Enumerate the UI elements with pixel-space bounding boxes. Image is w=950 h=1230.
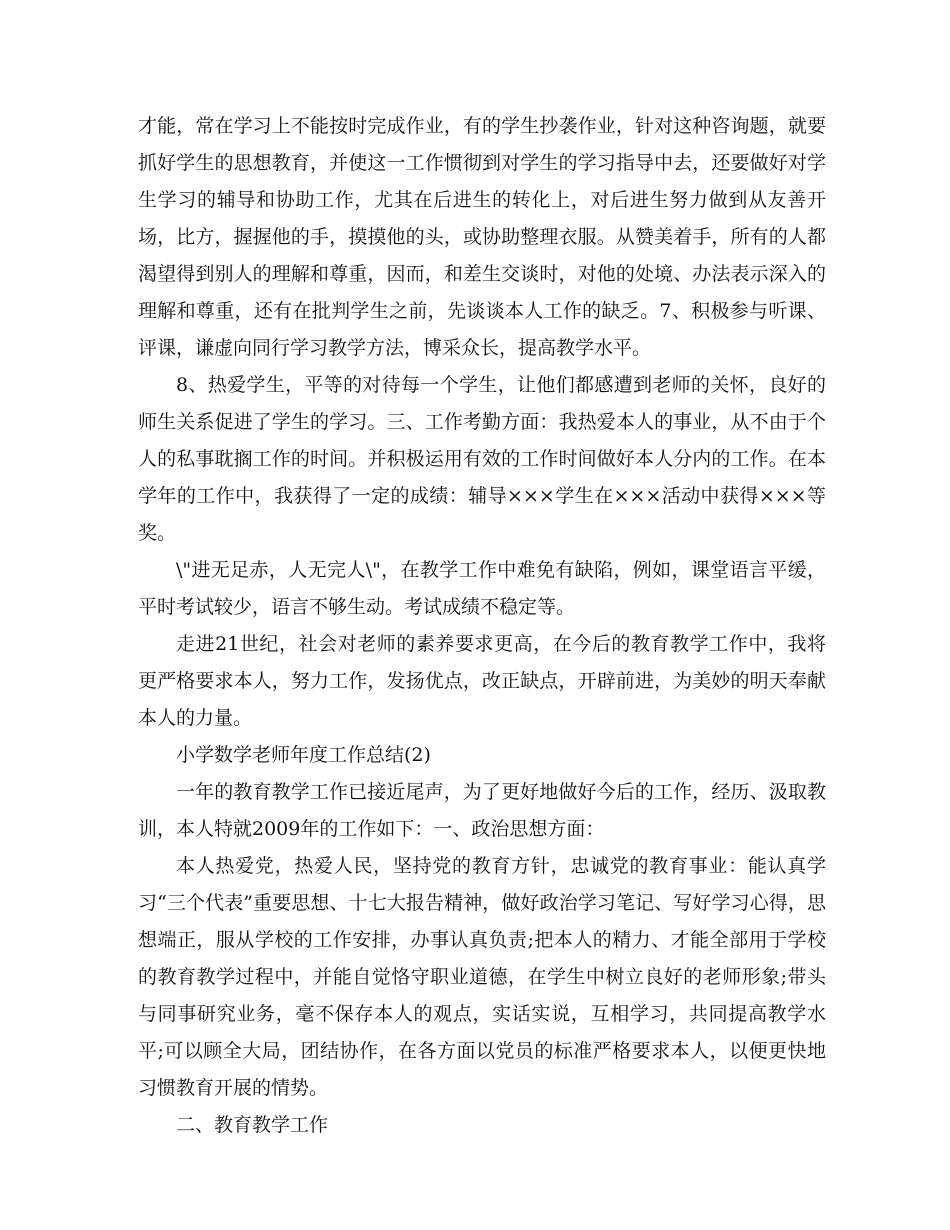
section-heading: 二、教育教学工作 (176, 1114, 329, 1136)
document-body (138, 108, 826, 1144)
paragraph: \"进无足赤，人无完人\"，在教学工作中难免有缺陷，例如，课堂语言平缓，平时考试较少，语言不够生动。考试成绩不稳定等。 (138, 559, 826, 618)
paragraph: 走进21世纪，社会对老师的素养要求更高，在今后的教育教学工作中，我将更严格要求本人，努力工作，发扬优点，改正缺点，开辟前进，为美妙的明天奉献本人的力量。 (138, 633, 826, 729)
section-title: 小学数学老师年度工作总结(2) (176, 744, 431, 766)
paragraph: 一年的教育教学工作已接近尾声，为了更好地做好今后的工作，经历、汲取教训，本人特就2009年的工作如下：一、政治思想方面： (138, 781, 826, 840)
paragraph: 才能，常在学习上不能按时完成作业，有的学生抄袭作业，针对这种咨询题，就要抓好学生的思想教育，并使这一工作惯彻到对学生的学习指导中去，还要做好对学生学习的辅导和协助工作，尤其在后进生的转化上，对后进生努力做到从友善开场，比方，握握他的手，摸摸他的头，或协助整理衣服。从赞美着手，所有的人都渴望得到别人的理解和尊重，因而，和差生交谈时，对他的处境、办法表示深入的理解和尊重，还有在批判学生之前，先谈谈本人工作的缺乏。7、积极参与听课、评课，谦虚向同行学习教学方法，博采众长，提高教学水平。 (138, 115, 826, 359)
paragraph: 8、热爱学生，平等的对待每一个学生，让他们都感遭到老师的关怀，良好的师生关系促进了学生的学习。三、工作考勤方面：我热爱本人的事业，从不由于个人的私事耽搁工作的时间。并积极运用有效的工作时间做好本人分内的工作。在本学年的工作中，我获得了一定的成绩：辅导×××学生在×××活动中获得×××等奖。 (138, 374, 826, 544)
paragraph: 本人热爱党，热爱人民，坚持党的教育方针，忠诚党的教育事业：能认真学习“三个代表”重要思想、十七大报告精神，做好政治学习笔记、写好学习心得，思想端正，服从学校的工作安排，办事认真负责;把本人的精力、才能全部用于学校的教育教学过程中，并能自觉恪守职业道德，在学生中树立良好的老师形象;带头与同事研究业务，毫不保存本人的观点，实话实说，互相学习，共同提高教学水平;可以顾全大局，团结协作，在各方面以党员的标准严格要求本人，以便更快地习惯教育开展的情势。 (138, 855, 826, 1099)
